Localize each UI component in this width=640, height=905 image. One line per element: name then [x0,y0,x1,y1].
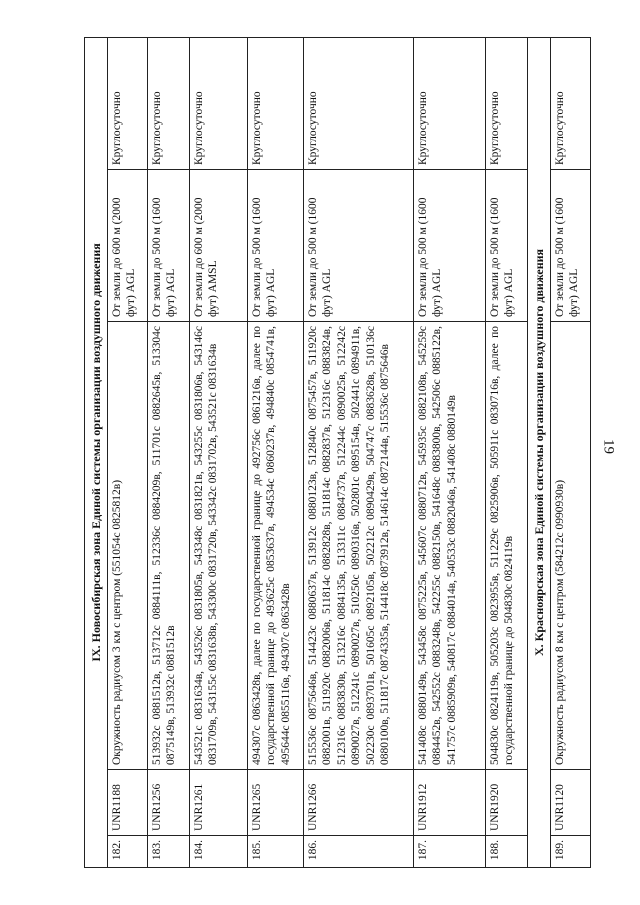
zone-header-row [528,37,551,867]
operating-time: Круглосуточно [108,37,148,169]
zone-boundary: 494307с 0863428в, далее по государственной границе до 492756с 0861216в, далее по государственной границе до 493625с 0853637в, 494534с 0860237в, 494840с 0854741в, 495644с 0855116в, 494307с 0863428в [248,322,304,770]
altitude-limits: От земли до 500 м (1600 фут) AGL [486,170,528,322]
row-number: 188. [486,836,528,868]
zone-boundary: 515536с 0875646в, 514423с 0880637в, 513912с 0880123в, 512840с 0875457в, 511920с 0882001в, 511920с 0882006в, 511814с 0882828в, 511814с 0882837в, 512316с 0883824в, 512316с 0883830в, 513216с 0884135в, 513311с 0884737в, 512244с 0890025в, 512242с 0890027в, 512241с 0890027в, 510250с 0890316в, 502801с 0895154в, 502441с 0894911в, 502230с 0893701в, 501605с 0892105в, 502212с 0890429в, 504747с 0883628в, 510136с 0880100в, 511817с 0874335в, 514418с 0873912в, 514614с 0872144в, 515536с 0875646в [304,322,414,770]
zone-title: X. Красноярская зона Единой системы организации воздушного движения [528,37,551,867]
row-number: 189. [551,836,591,868]
operating-time: Круглосуточно [304,37,414,169]
altitude-limits: От земли до 500 м (1600 фут) AGL [551,170,591,322]
row-number: 185. [248,836,304,868]
row-number: 184. [190,836,248,868]
operating-time: Круглосуточно [148,37,190,169]
zone-boundary: 543521с 0831634в, 543526с 0831805в, 543348с 0831821в, 543255с 0831806в, 543146с 0831709в, 543155с 0831638в, 543300с 0831720в, 543342с 0831702в, 543521с 0831634в [190,322,248,770]
zone-boundary: 513932с 0881512в, 513712с 0884111в, 512336с 0884209в, 511701с 0882645в, 513304с 0875149в, 513932с 0881512в [148,322,190,770]
table-row [304,37,414,867]
table-row [190,37,248,867]
operating-time: Круглосуточно [486,37,528,169]
operating-time: Круглосуточно [414,37,486,169]
operating-time: Круглосуточно [190,37,248,169]
altitude-limits: От земли до 600 м (2000 фут) AMSL [190,170,248,322]
zone-code: UNR1266 [304,770,414,836]
table-row [551,37,591,867]
table-row [108,37,148,867]
zone-boundary: 541408с 0880149в, 543458с 0875225в, 545607с 0880712в, 545935с 0882108в, 545259с 0884452в, 542552с 0883248в, 542255с 0882150в, 541648с 0883800в, 542506с 0885122в, 541757с 0885909в, 540817с 0884014в, 540533с 0882046в, 541408с 0880149в [414,322,486,770]
table-row [414,37,486,867]
zone-boundary: Окружность радиусом 8 км с центром (584212с 0990930в) [551,322,591,770]
table-row [148,37,190,867]
zone-code: UNR1188 [108,770,148,836]
row-number: 187. [414,836,486,868]
zone-code: UNR1256 [148,770,190,836]
altitude-limits: От земли до 500 м (1600 фут) AGL [248,170,304,322]
zone-code: UNR1120 [551,770,591,836]
altitude-limits: От земли до 600 м (2000 фут) AGL [108,170,148,322]
table-row [486,37,528,867]
airspace-table-page [84,38,581,868]
altitude-limits: От земли до 500 м (1600 фут) AGL [148,170,190,322]
row-number: 186. [304,836,414,868]
zone-boundary: 504830с 0824119в, 505203с 0823955в, 511229с 0825906в, 505911с 0830716в, далее по государственной границе до 504830с 0824119в [486,322,528,770]
altitude-limits: От земли до 500 м (1600 фут) AGL [414,170,486,322]
zone-title: IX. Новосибирская зона Единой системы организации воздушного движения [85,37,108,867]
operating-time: Круглосуточно [248,37,304,169]
rotated-table-container [84,38,581,868]
row-number: 183. [148,836,190,868]
airspace-table [84,37,591,868]
table-row [248,37,304,867]
page-number: 19 [600,439,617,454]
zone-code: UNR1912 [414,770,486,836]
zone-header-row [85,37,108,867]
zone-code: UNR1920 [486,770,528,836]
operating-time: Круглосуточно [551,37,591,169]
zone-boundary: Окружность радиусом 3 км с центром (551054с 0825812в) [108,322,148,770]
zone-code: UNR1265 [248,770,304,836]
row-number: 182. [108,836,148,868]
zone-code: UNR1261 [190,770,248,836]
altitude-limits: От земли до 500 м (1600 фут) AGL [304,170,414,322]
